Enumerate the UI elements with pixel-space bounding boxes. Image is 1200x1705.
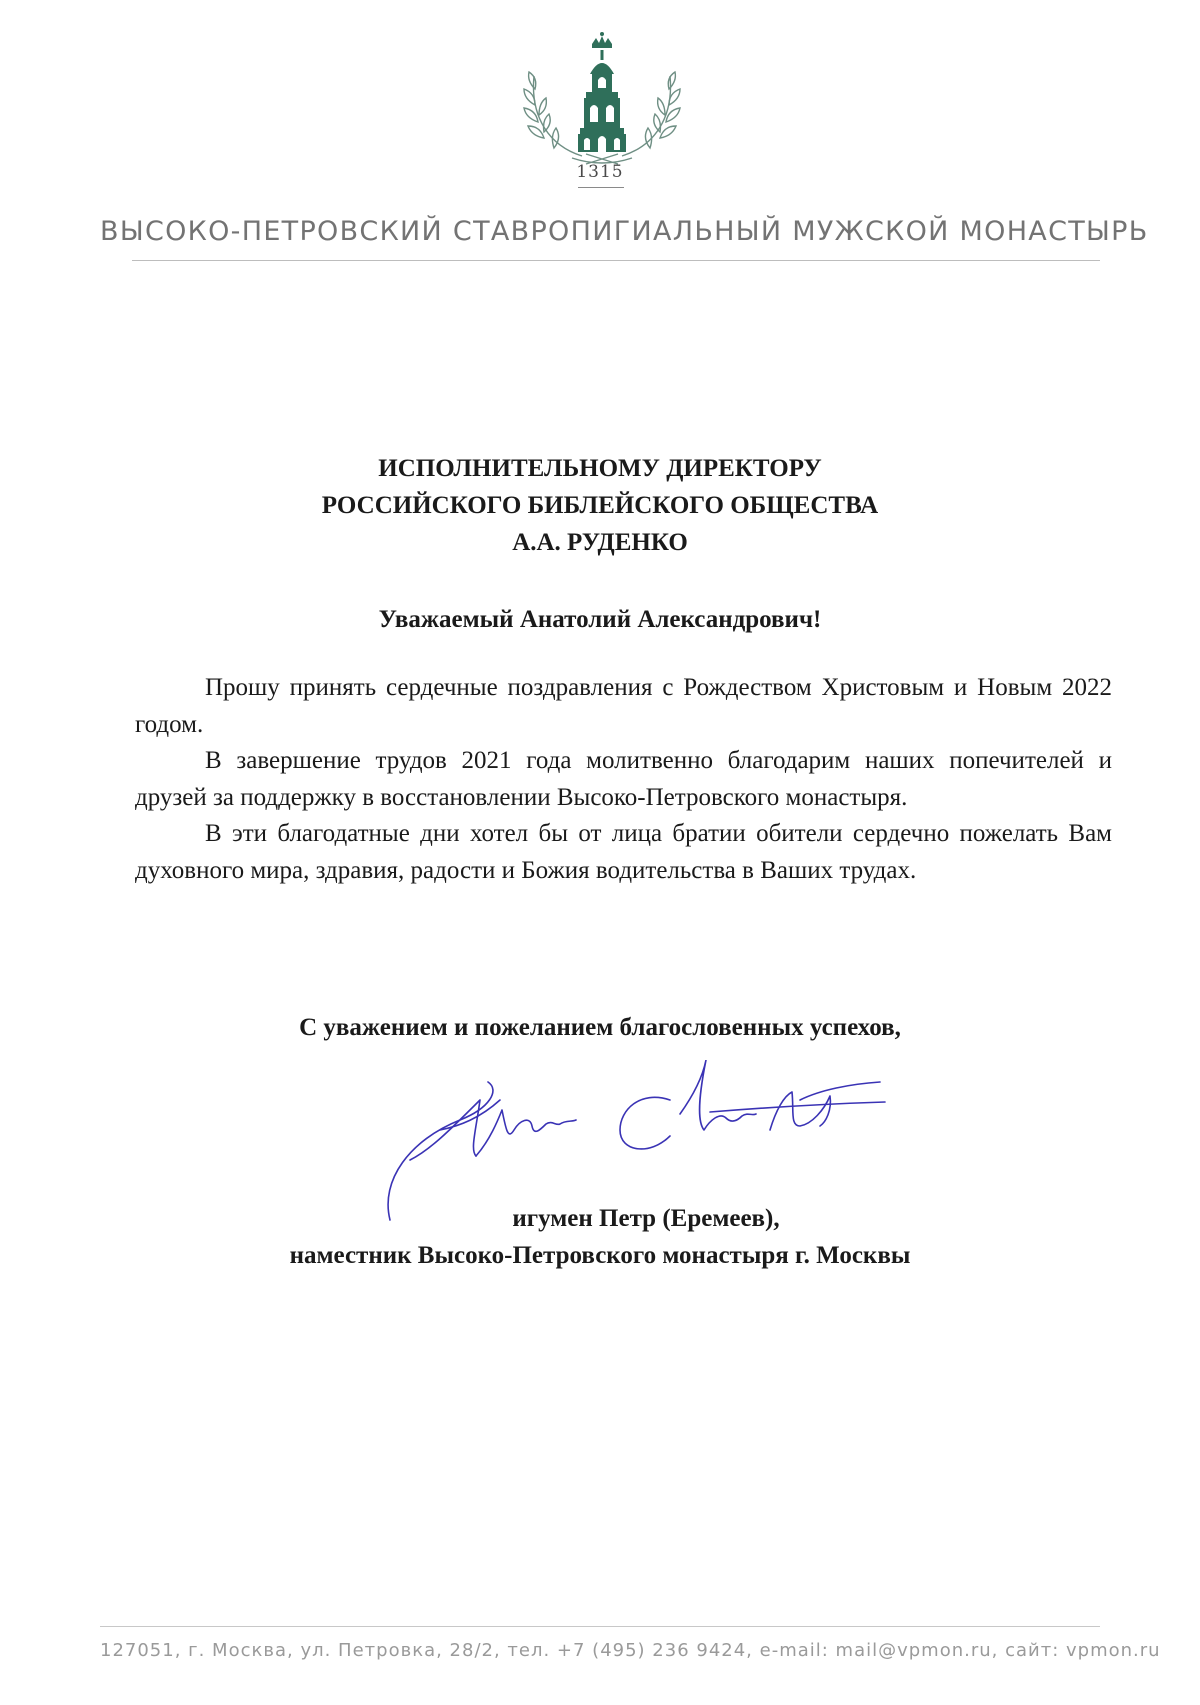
founding-year: 1315 <box>576 162 624 182</box>
signer-name: игумен Петр (Еремеев), <box>512 1205 780 1232</box>
organization-name: ВЫСОКО-ПЕТРОВСКИЙ СТАВРОПИГИАЛЬНЫЙ МУЖСКОЙ МОНАСТЫРЬ <box>100 216 1149 247</box>
body-paragraph: В эти благодатные дни хотел бы от лица братии обители сердечно пожелать Вам духовного мира, здравия, радости и Божия водительства в Ваших трудах. <box>135 820 1112 884</box>
addressee-line: ИСПОЛНИТЕЛЬНОМУ ДИРЕКТОРУ <box>378 455 822 482</box>
addressee-line: РОССИЙСКОГО БИБЛЕЙСКОГО ОБЩЕСТВА <box>321 492 879 519</box>
letterhead-divider <box>132 260 1100 261</box>
signer-block <box>200 1200 1000 1274</box>
signer-title: наместник Высоко-Петровского монастыря г. Москвы <box>289 1242 911 1269</box>
addressee-line: А.А. РУДЕНКО <box>512 529 688 556</box>
closing-line: С уважением и пожеланием благословенных успехов, <box>299 1014 901 1041</box>
year-divider <box>578 187 624 188</box>
body-paragraph: В завершение трудов 2021 года молитвенно благодарим наших попечителей и друзей за поддержку в восстановлении Высоко-Петровского монастыря. <box>135 747 1112 811</box>
footer-divider <box>100 1626 1100 1627</box>
addressee-block <box>200 450 1000 561</box>
body-paragraph: Прошу принять сердечные поздравления с Рождеством Христовым и Новым 2022 годом. <box>135 674 1112 738</box>
letter-body <box>135 670 1112 889</box>
footer-contacts: 127051, г. Москва, ул. Петровка, 28/2, тел. +7 (495) 236 9424, e-mail: mail@vpmon.ru, сайт: vpmon.ru <box>100 1640 1161 1661</box>
salutation: Уважаемый Анатолий Александрович! <box>378 606 822 633</box>
